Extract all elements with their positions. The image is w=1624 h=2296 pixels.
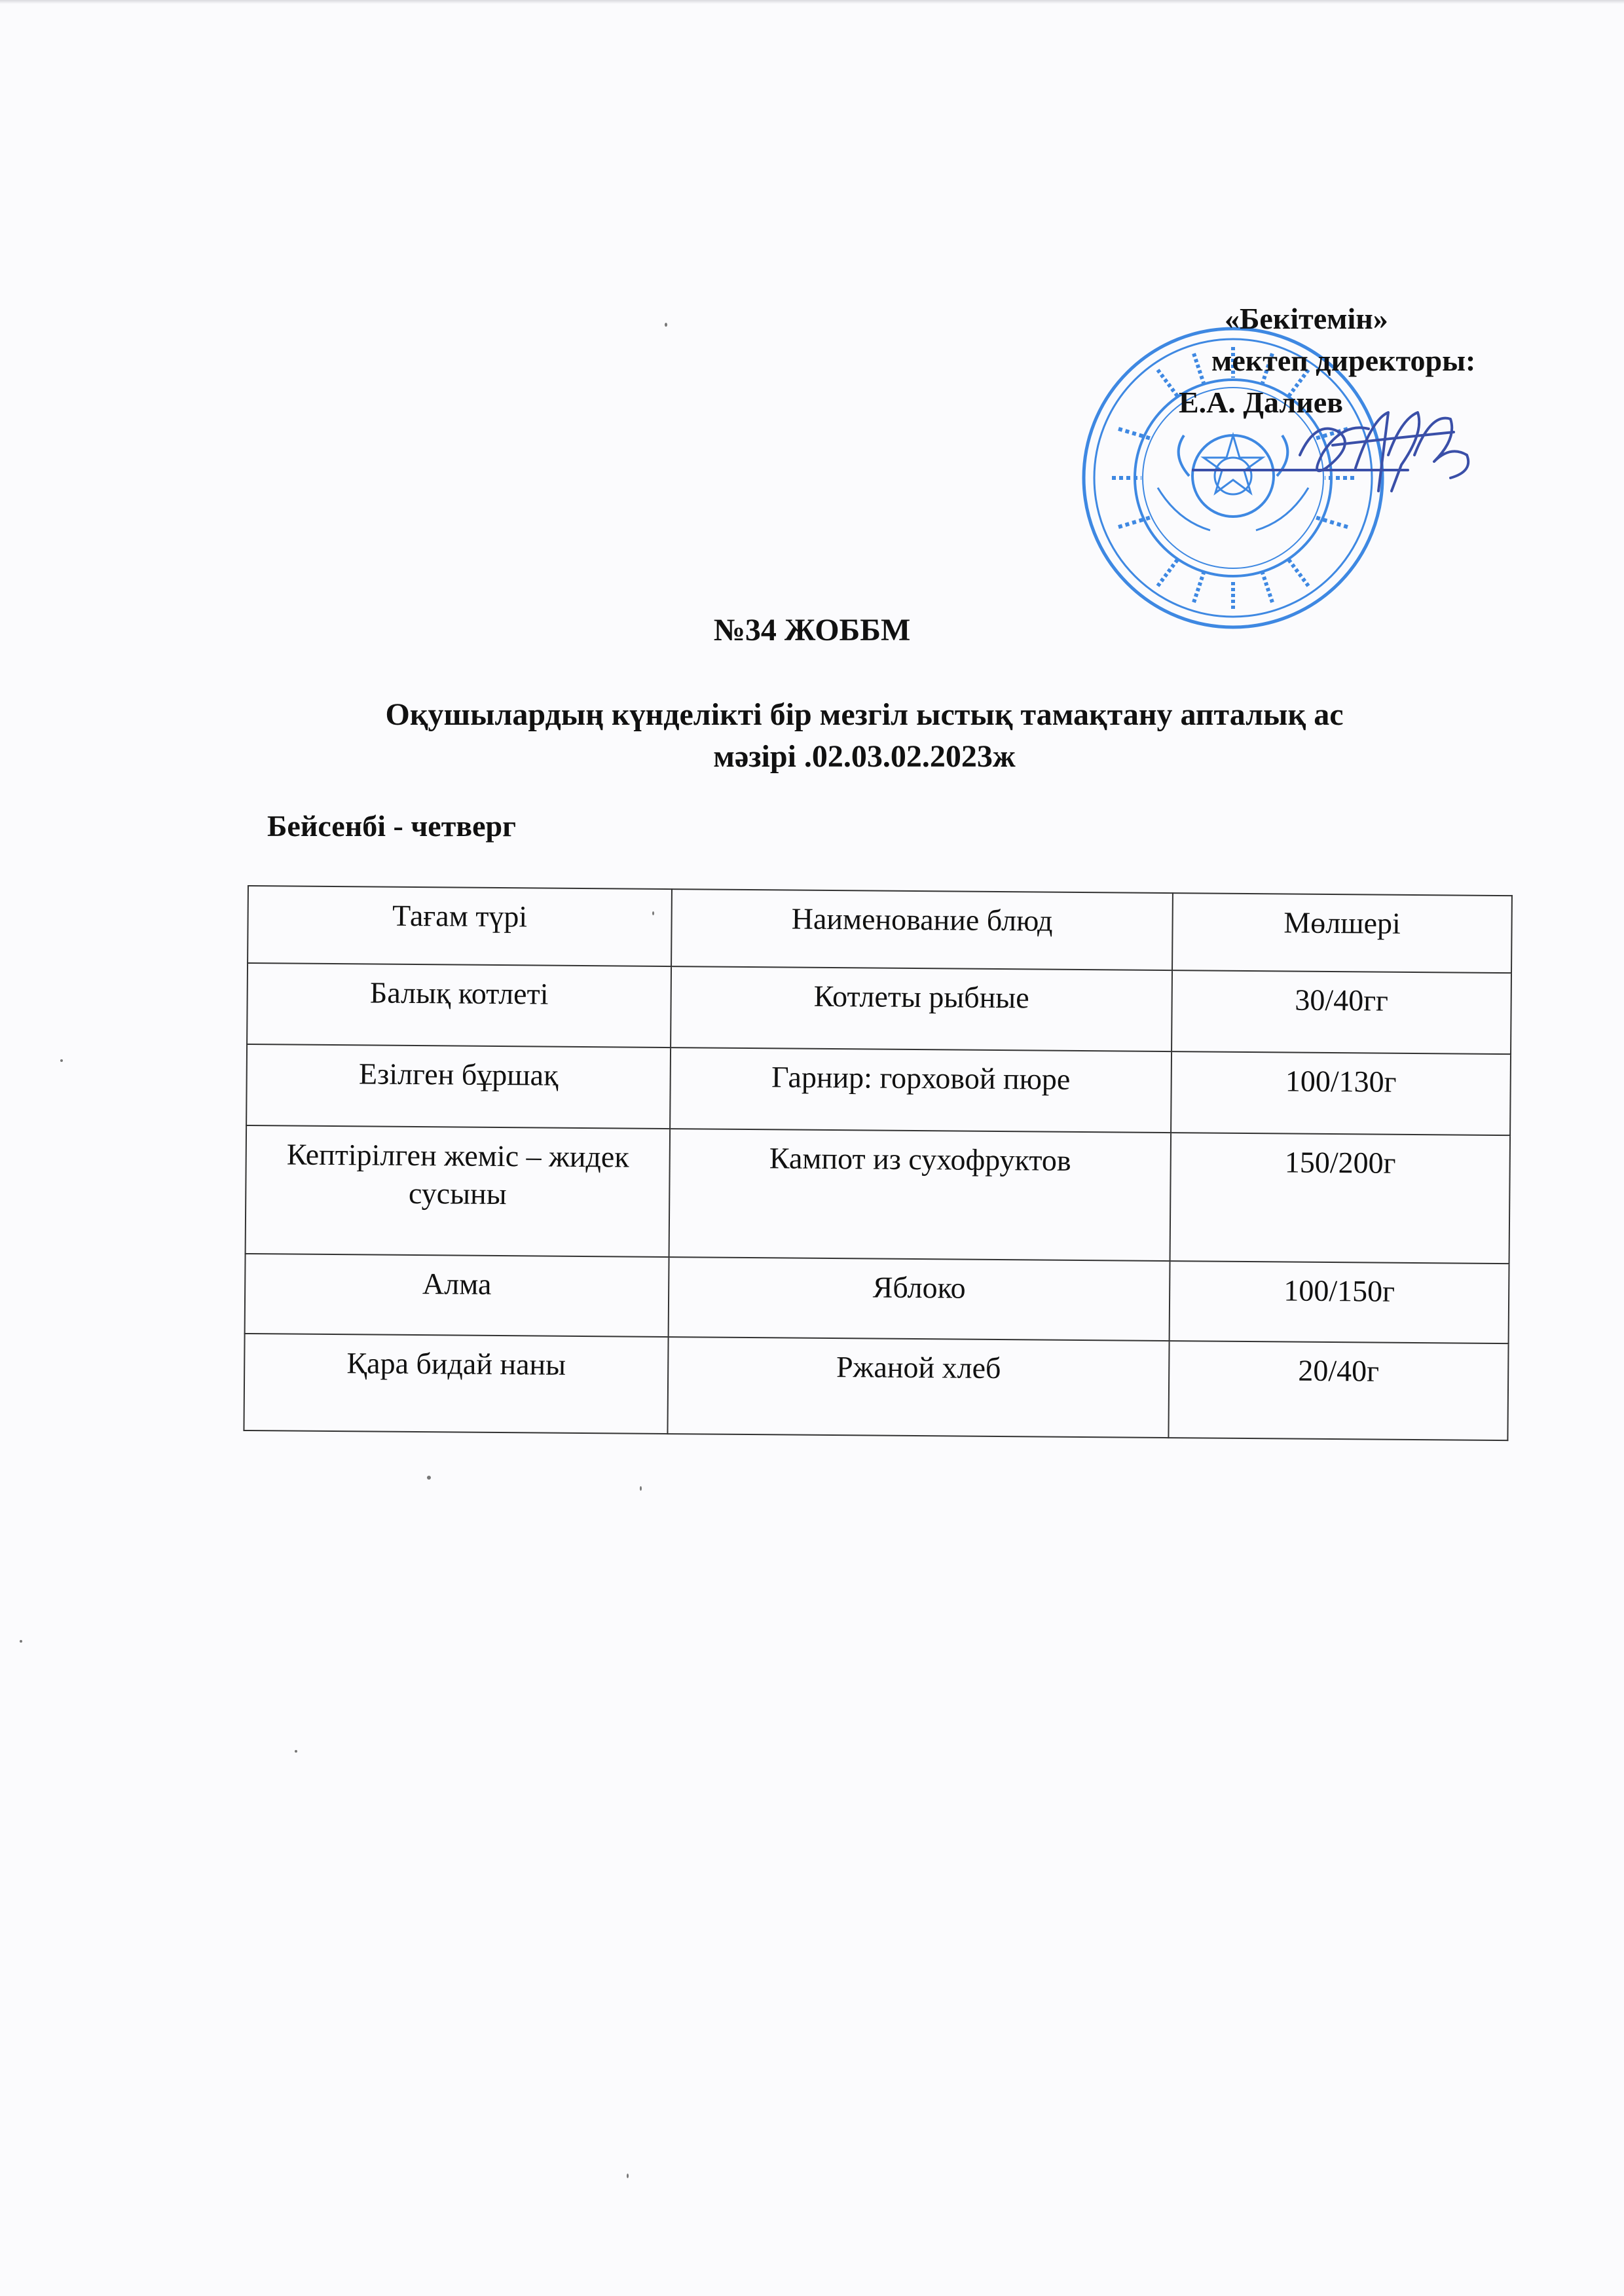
cell-portion: 100/150г (1170, 1261, 1509, 1343)
cell-portion: 150/200г (1170, 1133, 1511, 1264)
table-row (246, 1044, 1511, 1135)
cell-dish-name: Ржаной хлеб (667, 1337, 1169, 1438)
cell-dish-type: Қара бидай наны (244, 1334, 668, 1434)
table-header-row (248, 886, 1512, 973)
cell-dish-type: Кептірілген жеміс – жидек сусыны (246, 1125, 671, 1257)
cell-dish-type: Езілген бұршақ (246, 1044, 671, 1129)
cell-portion: 30/40гг (1172, 970, 1511, 1054)
cell-dish-name: Котлеты рыбные (671, 966, 1172, 1051)
table-row (247, 963, 1511, 1054)
approval-position: мектеп директоры: (1211, 344, 1476, 377)
scan-speck (60, 1059, 63, 1062)
director-signature-icon (1192, 393, 1532, 517)
document-title-line-2: мәзірі .02.03.02.2023ж (713, 739, 1016, 774)
column-header-portion: Мөлшері (1172, 893, 1512, 973)
column-header-dish-type: Тағам түрі (248, 886, 672, 966)
cell-dish-type: Балық котлеті (247, 963, 671, 1048)
day-of-week: Бейсенбі - четверг (267, 809, 517, 843)
cell-dish-name: Гарнир: горховой пюре (670, 1048, 1172, 1133)
column-header-dish-name: Наименование блюд (671, 889, 1173, 970)
table-row (245, 1254, 1509, 1343)
cell-portion: 20/40г (1168, 1341, 1508, 1440)
scan-speck (665, 323, 667, 327)
scan-speck (627, 2174, 629, 2178)
scan-speck (20, 1640, 22, 1643)
scan-speck (295, 1750, 297, 1753)
document-title (249, 694, 1480, 778)
approval-director-name: Е.А. Далиев (1179, 386, 1344, 419)
school-name: №34 ЖОББМ (713, 613, 911, 647)
scan-speck (640, 1486, 642, 1491)
scan-speck (427, 1476, 431, 1480)
table-row (244, 1334, 1508, 1440)
scan-top-edge (0, 0, 1624, 4)
cell-dish-name: Яблоко (669, 1257, 1170, 1341)
menu-table (243, 885, 1511, 1440)
cell-dish-name: Кампот из сухофруктов (669, 1129, 1172, 1261)
document-title-line-1: Оқушылардың күнделікті бір мезгіл ыстық тамақтану апталық ас (385, 697, 1344, 732)
approval-heading: «Бекітемін» (1225, 302, 1388, 335)
table-row (246, 1125, 1510, 1264)
cell-dish-type: Алма (245, 1254, 669, 1337)
cell-portion: 100/130г (1171, 1051, 1511, 1135)
